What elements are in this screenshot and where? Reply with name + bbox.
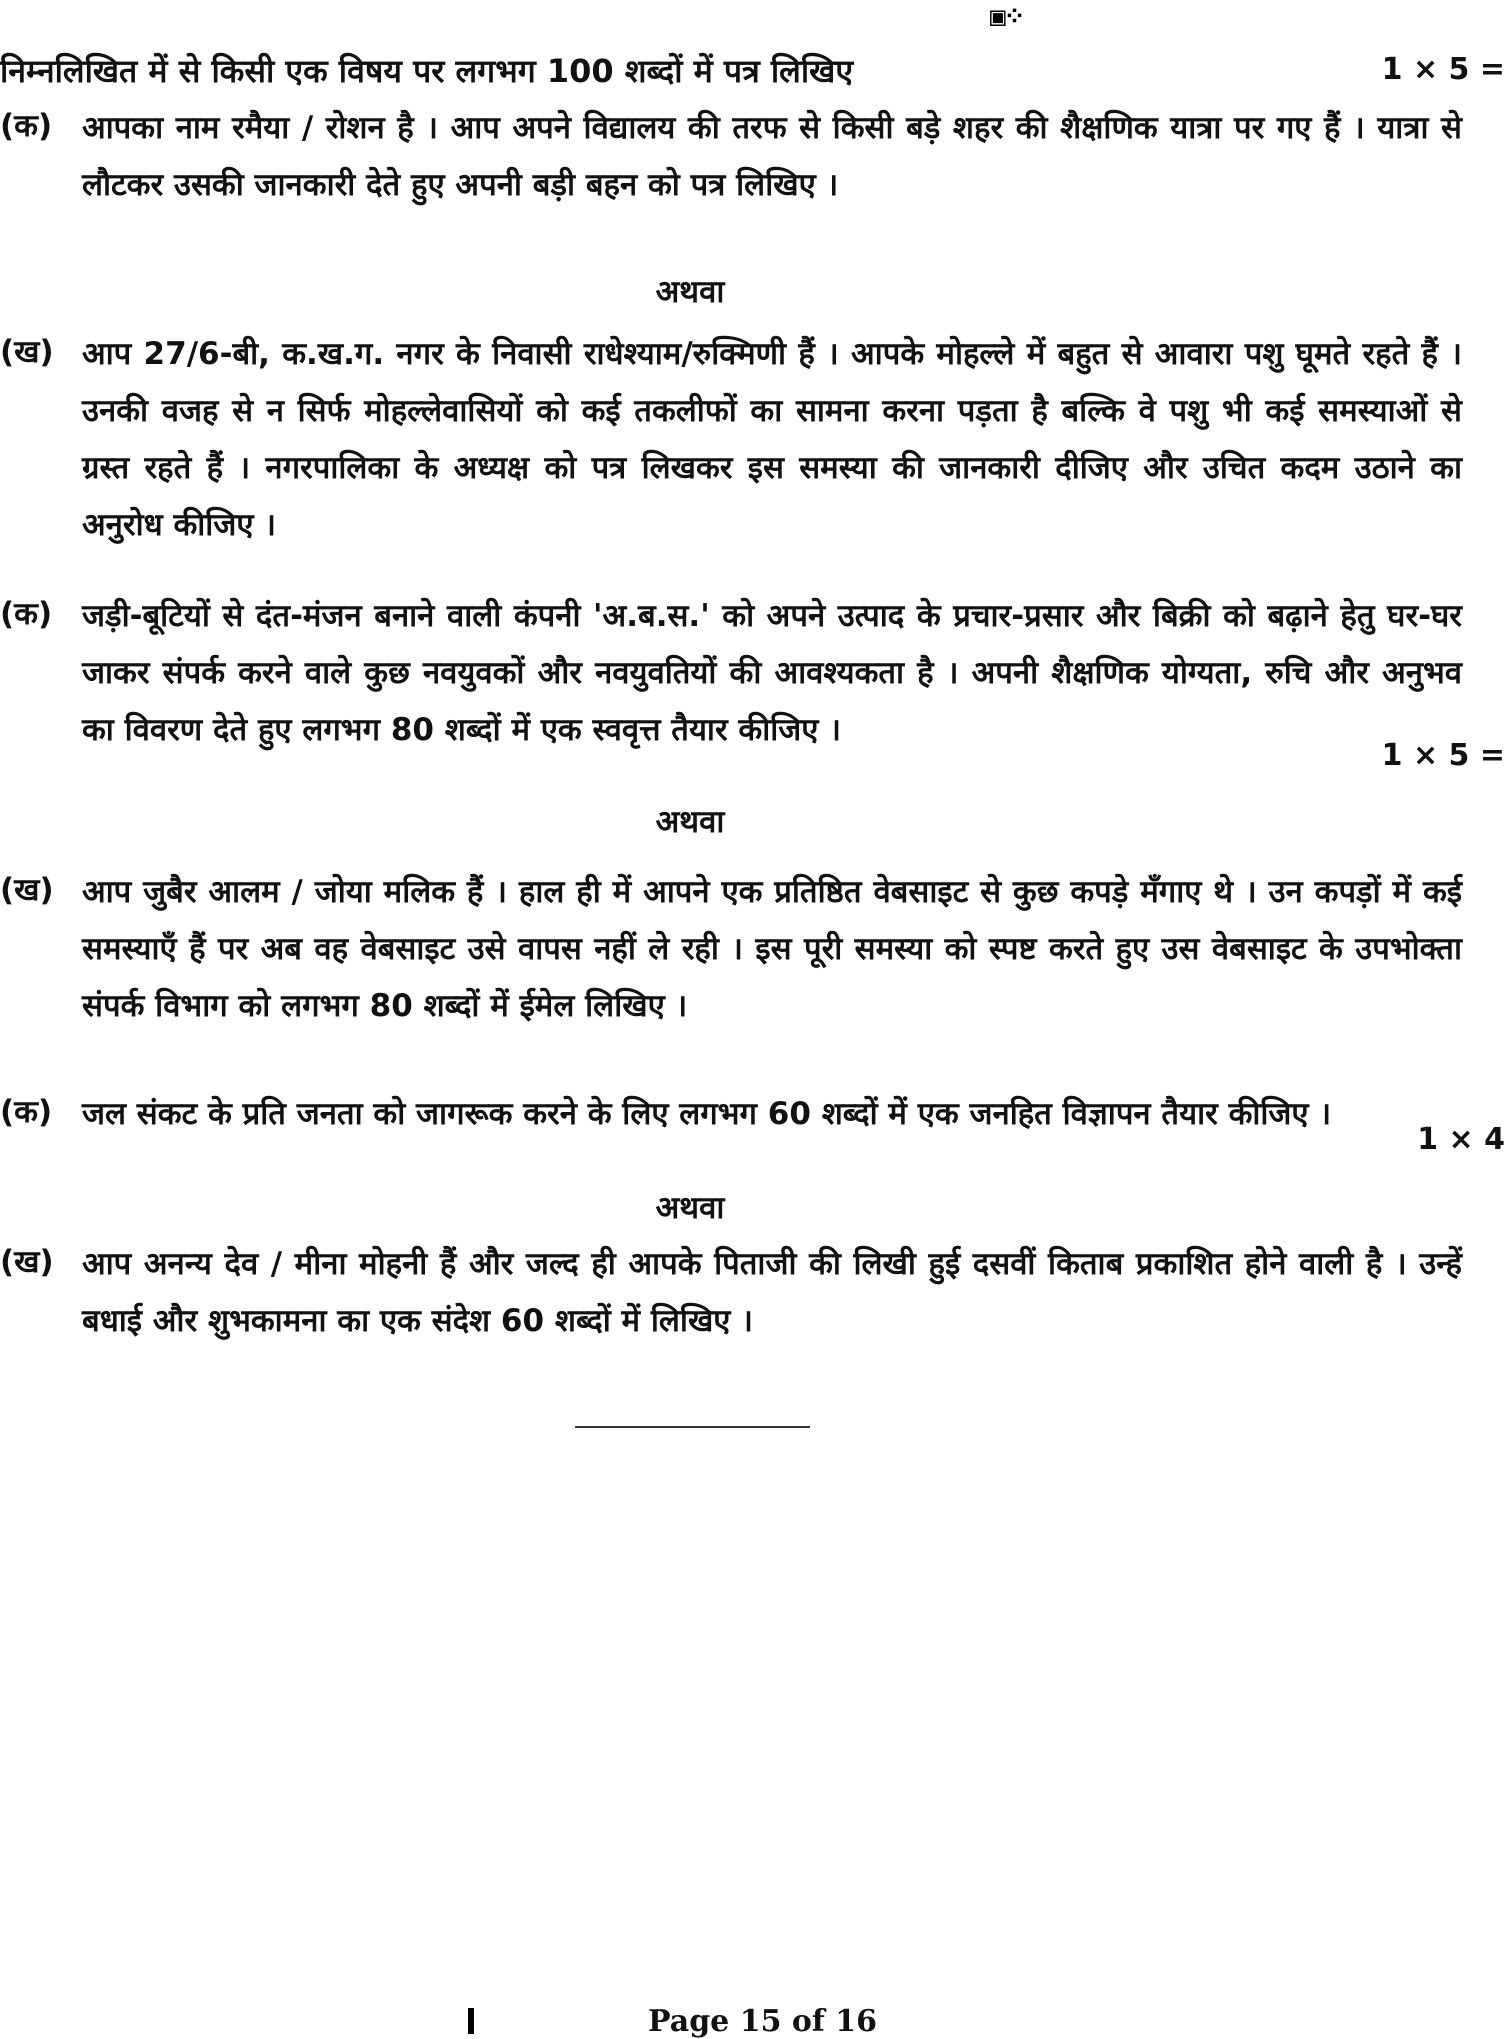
or-divider: अथवा	[655, 274, 725, 310]
question-label: (क)	[0, 108, 53, 144]
question-text: आप जुबैर आलम / जोया मलिक हैं । हाल ही में आपने एक प्रतिष्ठित वेबसाइट से कुछ कपड़े मँगाए थे । उन कपड़ों में कई समस्याएँ हैं पर अब वह वेबसाइट उसे वापस नहीं ले रही । इस पूरी समस्या को स्पष्ट करते हुए उस वेबसाइट के उपभोक्ता संपर्क विभाग को लगभग 80 शब्दों में ईमेल लिखिए ।	[82, 874, 1462, 1024]
question-marks: 1 × 5 =	[1381, 738, 1505, 773]
question-text: आप अनन्य देव / मीना मोहनी हैं और जल्द ही आपके पिताजी की लिखी हुई दसवीं किताब प्रकाशित होने वाली है । उन्हें बधाई और शुभकामना का एक संदेश 60 शब्दों में लिखिए ।	[82, 1246, 1462, 1339]
question-label: (क)	[0, 596, 53, 632]
question-label: (ख)	[0, 872, 54, 908]
page-number: Page 15 of 16	[648, 2004, 877, 2039]
question-label: (ख)	[0, 334, 54, 370]
end-rule	[575, 1426, 810, 1428]
question-text: जल संकट के प्रति जनता को जागरूक करने के लिए लगभग 60 शब्दों में एक जनहित विज्ञापन तैयार कीजिए ।	[82, 1096, 1332, 1132]
or-divider: अथवा	[655, 804, 725, 840]
footer-mark	[468, 2008, 474, 2034]
question-marks: 1 × 4	[1417, 1122, 1505, 1157]
instruction-marks: 1 × 5 =	[1381, 52, 1505, 87]
qr-code-icon: ▣⁘	[990, 2, 1024, 32]
question-text: आप 27/6-बी, क.ख.ग. नगर के निवासी राधेश्याम/रुक्मिणी हैं । आपके मोहल्ले में बहुत से आवारा पशु घूमते रहते हैं । उनकी वजह से न सिर्फ मोहल्लेवासियों को कई तकलीफों का सामना करना पड़ता है बल्कि वे पशु भी कई समस्याओं से ग्रस्त रहते हैं । नगरपालिका के अध्यक्ष को पत्र लिखकर इस समस्या की जानकारी दीजिए और उचित कदम उठाने का अनुरोध कीजिए ।	[82, 336, 1462, 543]
or-divider: अथवा	[655, 1190, 725, 1226]
question-label: (ख)	[0, 1244, 54, 1280]
question-text: जड़ी-बूटियों से दंत-मंजन बनाने वाली कंपनी 'अ.ब.स.' को अपने उत्पाद के प्रचार-प्रसार और बिक्री को बढ़ाने हेतु घर-घर जाकर संपर्क करने वाले कुछ नवयुवकों और नवयुवतियों की आवश्यकता है । अपनी शैक्षणिक योग्यता, रुचि और अनुभव का विवरण देते हुए लगभग 80 शब्दों में एक स्ववृत्त तैयार कीजिए ।	[82, 598, 1462, 748]
section-instruction: निम्नलिखित में से किसी एक विषय पर लगभग 100 शब्दों में पत्र लिखिए	[0, 52, 854, 90]
question-label: (क)	[0, 1094, 53, 1130]
question-text: आपका नाम रमैया / रोशन है । आप अपने विद्यालय की तरफ से किसी बड़े शहर की शैक्षणिक यात्रा पर गए हैं । यात्रा से लौटकर उसकी जानकारी देते हुए अपनी बड़ी बहन को पत्र लिखिए ।	[82, 110, 1462, 203]
